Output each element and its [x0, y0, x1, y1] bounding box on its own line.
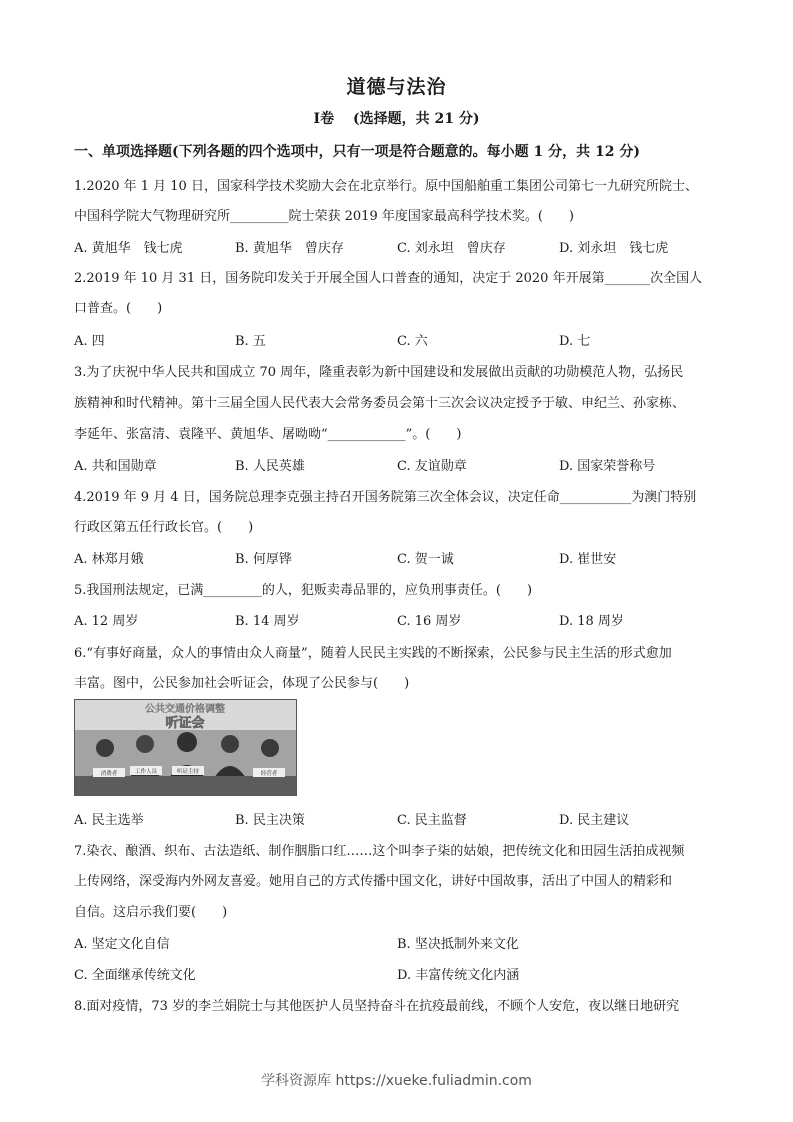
- section-heading: 一、单项选择题(下列各题的四个选项中，只有一项是符合题意的。每小题 1 分，共 12 分): [74, 144, 640, 160]
- nameplate-2: 工作人员: [134, 769, 158, 775]
- footer-watermark: 学科资源库 https://xueke.fuliadmin.com: [261, 1073, 532, 1089]
- question-4-option-d: D. 崔世安: [559, 552, 617, 567]
- question-4-line-1: 4.2019 年 9 月 4 日，国务院总理李克强主持召开国务院第三次全体会议，决定任命___________为澳门特别: [74, 490, 697, 505]
- hearing-photo: [74, 699, 297, 796]
- banner-line-2: 听证会: [165, 716, 205, 731]
- question-1-option-c: C. 刘永坦 曾庆存: [397, 241, 506, 256]
- nameplate-1: 消费者: [100, 771, 118, 777]
- question-6-option-c: C. 民主监督: [397, 813, 467, 828]
- question-7-option-a: A. 坚定文化自信: [74, 937, 170, 952]
- question-7-option-b: B. 坚决抵制外来文化: [397, 937, 519, 952]
- banner-line-1: 公共交通价格调整: [145, 704, 225, 715]
- question-1-line-2: 中国科学院大气物理研究所_________院士荣获 2019 年度国家最高科学技术奖。( ): [74, 209, 574, 224]
- question-3-option-b: B. 人民英雄: [235, 459, 305, 474]
- question-6-line-1: 6.“有事好商量，众人的事情由众人商量”，随着人民民主实践的不断探索，公民参与民主生活的形式愈加: [74, 646, 672, 661]
- question-5-option-b: B. 14 周岁: [235, 614, 300, 629]
- question-2-option-d: D. 七: [559, 334, 591, 349]
- nameplate-4: 经营者: [260, 771, 278, 777]
- question-7-option-c: C. 全面继承传统文化: [74, 968, 196, 983]
- question-6-line-2: 丰富。图中，公民参加社会听证会，体现了公民参与( ): [74, 676, 410, 691]
- question-4-option-c: C. 贺一诚: [397, 552, 454, 567]
- question-7-option-d: D. 丰富传统文化内涵: [397, 968, 520, 983]
- question-2-line-2: 口普查。( ): [74, 301, 163, 316]
- question-1-option-b: B. 黄旭华 曾庆存: [235, 241, 344, 256]
- page-title: 道德与法治: [346, 76, 447, 98]
- question-8-line-1: 8.面对疫情，73 岁的李兰娟院士与其他医护人员坚持奋斗在抗疫最前线，不顾个人安危，夜以继日地研究: [74, 999, 680, 1014]
- section-subtitle: Ⅰ卷 (选择题，共 21 分): [313, 111, 480, 127]
- question-4-line-2: 行政区第五任行政长官。( ): [74, 520, 254, 535]
- question-6-option-a: A. 民主选举: [74, 813, 144, 828]
- question-2-option-b: B. 五: [235, 334, 266, 349]
- question-4-option-a: A. 林郑月娥: [74, 552, 144, 567]
- question-3-line-2: 族精神和时代精神。第十三届全国人民代表大会常务委员会第十三次会议决定授予于敏、申纪兰、孙家栋、: [74, 396, 686, 411]
- question-1-line-1: 1.2020 年 1 月 10 日，国家科学技术奖励大会在北京举行。原中国船舶重工集团公司第七一九研究所院士、: [74, 179, 698, 194]
- question-5-option-d: D. 18 周岁: [559, 614, 624, 629]
- question-4-option-b: B. 何厚铧: [235, 552, 292, 567]
- question-3-option-a: A. 共和国勋章: [74, 459, 157, 474]
- question-3-option-d: D. 国家荣誉称号: [559, 459, 656, 474]
- question-7-line-2: 上传网络，深受海内外网友喜爱。她用自己的方式传播中国文化，讲好中国故事，活出了中国人的精彩和: [74, 874, 673, 889]
- question-3-line-3: 李延年、张富清、袁隆平、黄旭华、屠呦呦“____________”。( ): [74, 427, 462, 442]
- question-2-option-c: C. 六: [397, 334, 428, 349]
- question-3-option-c: C. 友谊勋章: [397, 459, 467, 474]
- question-7-line-3: 自信。这启示我们要( ): [74, 905, 228, 920]
- question-2-option-a: A. 四: [74, 334, 105, 349]
- question-2-line-1: 2.2019 年 10 月 31 日，国务院印发关于开展全国人口普查的通知，决定于 2020 年开展第_______次全国人: [74, 271, 703, 286]
- question-6-option-d: D. 民主建议: [559, 813, 630, 828]
- question-6-option-b: B. 民主决策: [235, 813, 305, 828]
- question-5-option-c: C. 16 周岁: [397, 614, 462, 629]
- question-1-option-a: A. 黄旭华 钱七虎: [74, 241, 183, 256]
- nameplate-3: 听证主持: [176, 769, 200, 775]
- question-3-line-1: 3.为了庆祝中华人民共和国成立 70 周年，隆重表彰为新中国建设和发展做出贡献的功勋模范人物，弘扬民: [74, 365, 684, 380]
- question-5-option-a: A. 12 周岁: [74, 614, 139, 629]
- question-5-line-1: 5.我国刑法规定，已满_________的人，犯贩卖毒品罪的，应负刑事责任。( ): [74, 583, 533, 598]
- hearing-photo-illustration: [75, 700, 296, 795]
- question-7-line-1: 7.染衣、酿酒、织布、古法造纸、制作胭脂口红……这个叫李子柒的姑娘，把传统文化和田园生活拍成视频: [74, 844, 685, 859]
- question-1-option-d: D. 刘永坦 钱七虎: [559, 241, 669, 256]
